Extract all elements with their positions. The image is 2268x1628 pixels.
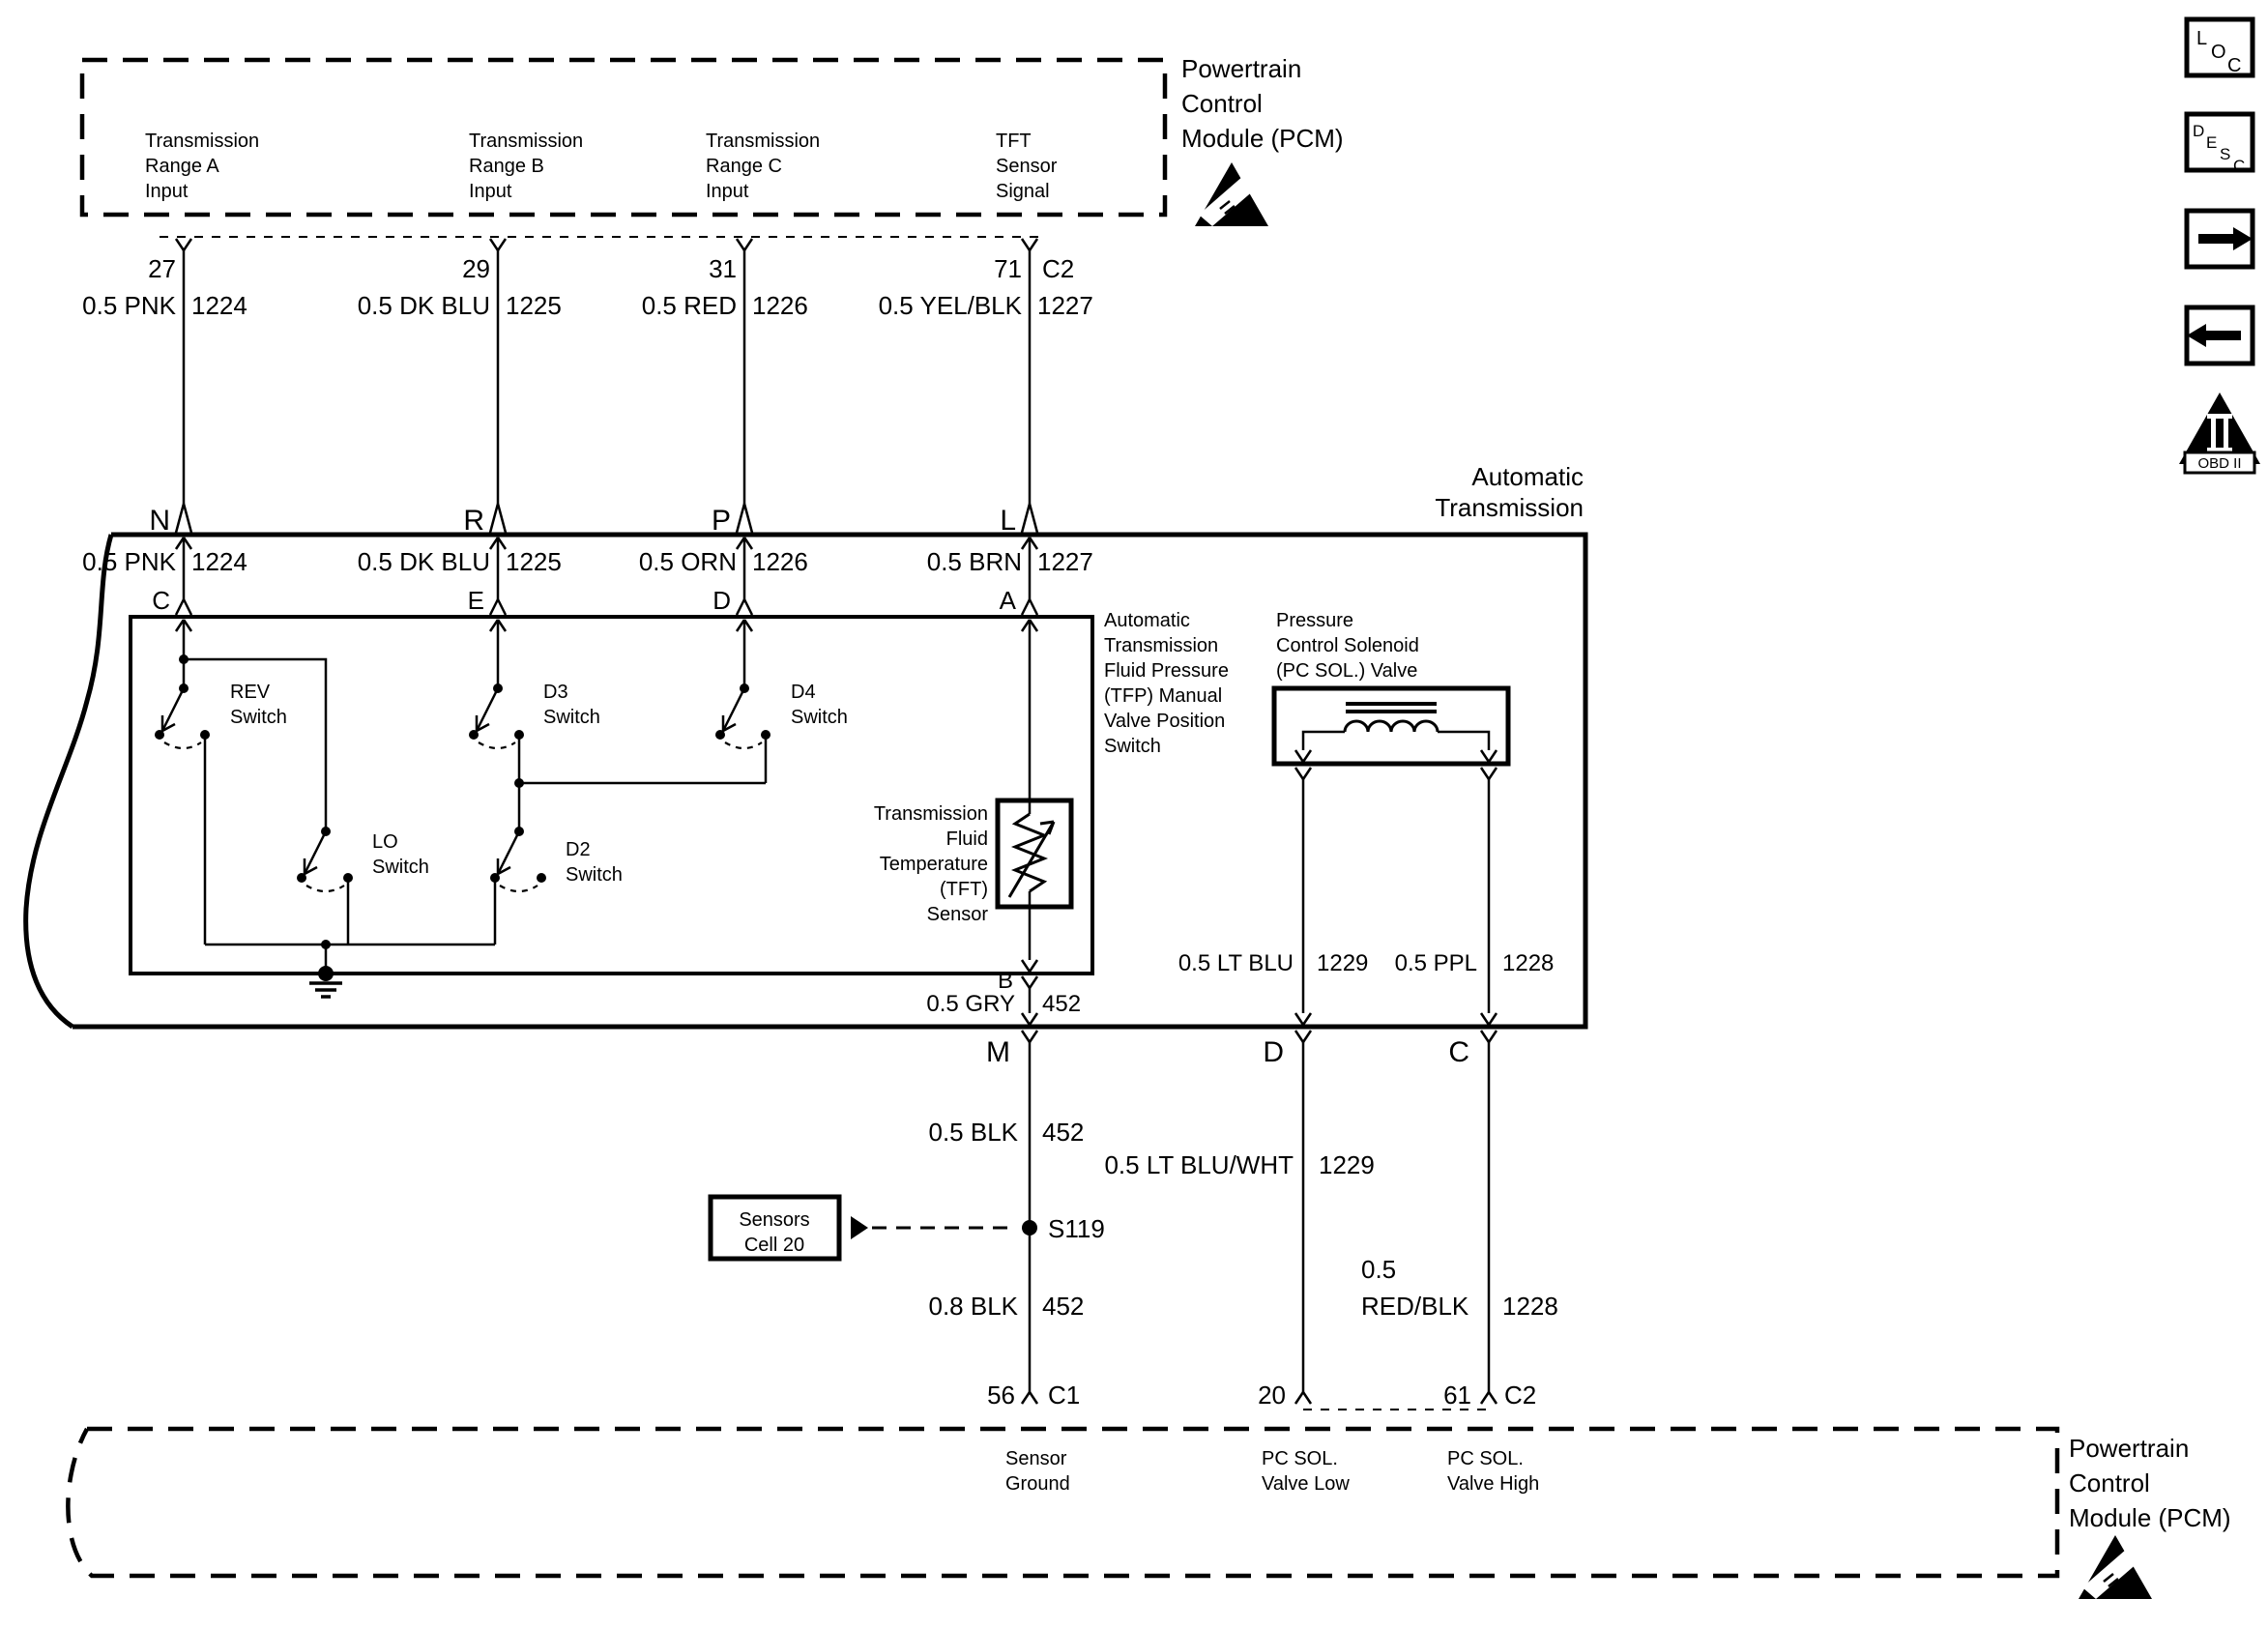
svg-text:C: C	[2233, 157, 2246, 175]
connector-id: C2	[1504, 1381, 1537, 1410]
tft-ground-wire	[926, 960, 1081, 1068]
transmission-title: Automatic	[1471, 462, 1584, 491]
next-arrow-button[interactable]	[2187, 211, 2253, 267]
pcm-connector-row	[148, 237, 1074, 283]
svg-text:D: D	[2193, 122, 2205, 140]
svg-text:PC SOL.: PC SOL.	[1447, 1448, 1524, 1469]
circuit-number: 1225	[506, 547, 562, 576]
terminal-letter: R	[463, 505, 484, 537]
sidebar-icons	[2179, 19, 2260, 473]
svg-text:Switch: Switch	[791, 707, 848, 728]
terminal-letter: B	[997, 968, 1013, 994]
wire-label: 0.5 RED	[641, 291, 737, 320]
circuit-number: 1229	[1317, 950, 1369, 976]
desc-button[interactable]	[2187, 114, 2253, 175]
circuit-number: 1224	[191, 291, 247, 320]
signal-label: Signal	[996, 181, 1050, 202]
circuit-number: 1228	[1502, 1292, 1558, 1321]
signal-label: Input	[145, 181, 189, 202]
pin-number: 20	[1258, 1381, 1286, 1410]
signal-label: Range C	[706, 156, 782, 177]
svg-text:Fluid: Fluid	[945, 829, 988, 850]
wire-label: 0.5 LT BLU/WHT	[1104, 1150, 1294, 1179]
connector-id: C2	[1042, 254, 1075, 283]
terminal-letter: D	[712, 586, 731, 615]
pin-number: 29	[462, 254, 490, 283]
transmission-title: Transmission	[1435, 493, 1584, 522]
terminal-letter: D	[1263, 1036, 1284, 1068]
svg-text:D4: D4	[791, 682, 816, 703]
svg-text:Module (PCM): Module (PCM)	[1181, 124, 1344, 153]
lo-switch	[297, 827, 429, 945]
pc-solenoid-valve	[1274, 610, 1508, 779]
svg-text:S: S	[2220, 145, 2231, 163]
pin-number: 56	[987, 1381, 1015, 1410]
terminal-letter: M	[986, 1036, 1010, 1068]
harness-wires-lower	[928, 1042, 1557, 1392]
svg-text:Valve High: Valve High	[1447, 1473, 1540, 1495]
svg-text:Switch: Switch	[1104, 736, 1161, 757]
pin-number: 61	[1443, 1381, 1471, 1410]
tfp-switch-box	[131, 610, 1229, 974]
circuit-number: 1224	[191, 547, 247, 576]
obd2-icon	[2179, 392, 2260, 473]
svg-text:Sensors: Sensors	[739, 1209, 810, 1231]
signal-label: Input	[469, 181, 512, 202]
signal-label: Transmission	[706, 131, 821, 152]
terminal-letter: P	[711, 505, 731, 537]
svg-text:Switch: Switch	[372, 857, 429, 878]
rev-switch	[155, 620, 287, 945]
splice-s119	[1022, 1214, 1105, 1243]
svg-text:Sensor: Sensor	[1005, 1448, 1067, 1469]
circuit-number: 1227	[1037, 291, 1093, 320]
top-pcm-box	[82, 60, 1165, 215]
circuit-number: 1226	[752, 291, 808, 320]
signal-label: TFT	[996, 131, 1032, 152]
circuit-number: 1229	[1319, 1150, 1375, 1179]
svg-text:Transmission: Transmission	[873, 803, 988, 825]
pin-number: 71	[994, 254, 1022, 283]
svg-text:Pressure: Pressure	[1276, 610, 1354, 631]
wire-label: 0.5 PNK	[82, 291, 176, 320]
d3-switch	[469, 620, 600, 783]
svg-text:(TFT): (TFT)	[940, 879, 988, 900]
svg-text:Valve Low: Valve Low	[1262, 1473, 1350, 1495]
esd-warning-icon	[2079, 1535, 2152, 1599]
terminal-letter: E	[467, 586, 484, 615]
signal-label: Input	[706, 181, 749, 202]
svg-text:Sensor: Sensor	[926, 904, 988, 925]
bottom-pcm-box	[68, 1429, 2057, 1576]
circuit-number: 452	[1042, 1118, 1085, 1147]
terminal-letter: A	[999, 586, 1016, 615]
tft-sensor	[874, 620, 1071, 960]
wire-label: 0.5 PNK	[82, 547, 176, 576]
harness-wires-upper	[82, 250, 1093, 549]
wire-label: 0.5 GRY	[926, 991, 1015, 1017]
bottom-pcm-pins	[987, 1381, 1536, 1410]
pin-number: 27	[148, 254, 176, 283]
splice-label: S119	[1048, 1214, 1105, 1243]
circuit-number: 1227	[1037, 547, 1093, 576]
svg-text:Module (PCM): Module (PCM)	[2069, 1503, 2231, 1532]
wire-label: 0.5 BRN	[926, 547, 1022, 576]
pin-number: 31	[709, 254, 737, 283]
svg-text:C: C	[2227, 55, 2242, 76]
svg-text:Temperature: Temperature	[879, 854, 988, 875]
connector-id: C1	[1048, 1381, 1081, 1410]
svg-text:LO: LO	[372, 831, 398, 853]
svg-text:Switch: Switch	[566, 864, 623, 886]
wire-label: RED/BLK	[1361, 1292, 1469, 1321]
wire-label: 0.5 BLK	[928, 1118, 1018, 1147]
svg-text:Powertrain: Powertrain	[1181, 54, 1302, 83]
wire-label: 0.5	[1361, 1255, 1397, 1284]
wire-label: 0.5 DK BLU	[357, 547, 490, 576]
svg-text:D2: D2	[566, 839, 591, 860]
wire-label: 0.5 LT BLU	[1178, 950, 1294, 976]
svg-text:PC SOL.: PC SOL.	[1262, 1448, 1338, 1469]
svg-text:Cell 20: Cell 20	[743, 1235, 805, 1256]
svg-text:Powertrain: Powertrain	[2069, 1434, 2190, 1463]
svg-text:Control: Control	[2069, 1468, 2150, 1497]
svg-text:Automatic: Automatic	[1104, 610, 1190, 631]
signal-label: Range A	[145, 156, 219, 177]
svg-text:Ground: Ground	[1005, 1473, 1070, 1495]
d2-switch	[490, 783, 623, 945]
callout-arrow-icon	[851, 1216, 868, 1239]
obd2-label: OBD II	[2197, 455, 2242, 472]
solenoid-core	[1346, 704, 1437, 712]
signal-label: Transmission	[469, 131, 584, 152]
terminal-letter: C	[152, 586, 170, 615]
prev-arrow-button[interactable]	[2187, 307, 2253, 363]
wire-label: 0.5 PPL	[1394, 950, 1477, 976]
svg-text:Control Solenoid: Control Solenoid	[1276, 635, 1419, 656]
esd-warning-icon	[1195, 162, 1268, 226]
circuit-number: 1225	[506, 291, 562, 320]
circuit-number: 452	[1042, 1292, 1085, 1321]
svg-text:(TFP) Manual: (TFP) Manual	[1104, 685, 1223, 707]
svg-text:E: E	[2206, 133, 2218, 152]
d4-switch	[715, 620, 848, 783]
solenoid-coil	[1345, 721, 1438, 732]
ground-connection-dot	[318, 966, 334, 981]
signal-label: Range B	[469, 156, 544, 177]
terminal-letter: L	[1000, 505, 1016, 537]
bottom-pcm-title	[2069, 1434, 2231, 1532]
top-pcm-title	[1181, 54, 1344, 153]
svg-text:O: O	[2211, 42, 2226, 63]
svg-text:Valve Position: Valve Position	[1104, 711, 1226, 732]
signal-label: Transmission	[145, 131, 260, 152]
svg-text:REV: REV	[230, 682, 271, 703]
terminal-letter: C	[1448, 1036, 1469, 1068]
terminal-letter: N	[149, 505, 170, 537]
sensors-cell-callout	[711, 1197, 1013, 1259]
svg-text:Control: Control	[1181, 89, 1263, 118]
ground-icon	[309, 983, 342, 997]
svg-text:Switch: Switch	[543, 707, 600, 728]
wire-label: 0.8 BLK	[928, 1292, 1018, 1321]
circuit-number: 1226	[752, 547, 808, 576]
wire-label: 0.5 DK BLU	[357, 291, 490, 320]
svg-text:Transmission: Transmission	[1104, 635, 1219, 656]
top-pcm-signal-labels	[145, 131, 1058, 202]
circuit-number: 1228	[1502, 950, 1555, 976]
svg-text:Fluid Pressure: Fluid Pressure	[1104, 660, 1229, 682]
circuit-number: 452	[1042, 991, 1082, 1017]
svg-text:L: L	[2196, 28, 2208, 49]
switch-ground-bus	[205, 940, 495, 997]
signal-label: Sensor	[996, 156, 1058, 177]
svg-text:D3: D3	[543, 682, 568, 703]
wire-label: 0.5 YEL/BLK	[878, 291, 1022, 320]
svg-text:(PC SOL.) Valve: (PC SOL.) Valve	[1276, 660, 1418, 682]
loc-button[interactable]	[2187, 19, 2253, 76]
wire-label: 0.5 ORN	[638, 547, 737, 576]
svg-text:Switch: Switch	[230, 707, 287, 728]
